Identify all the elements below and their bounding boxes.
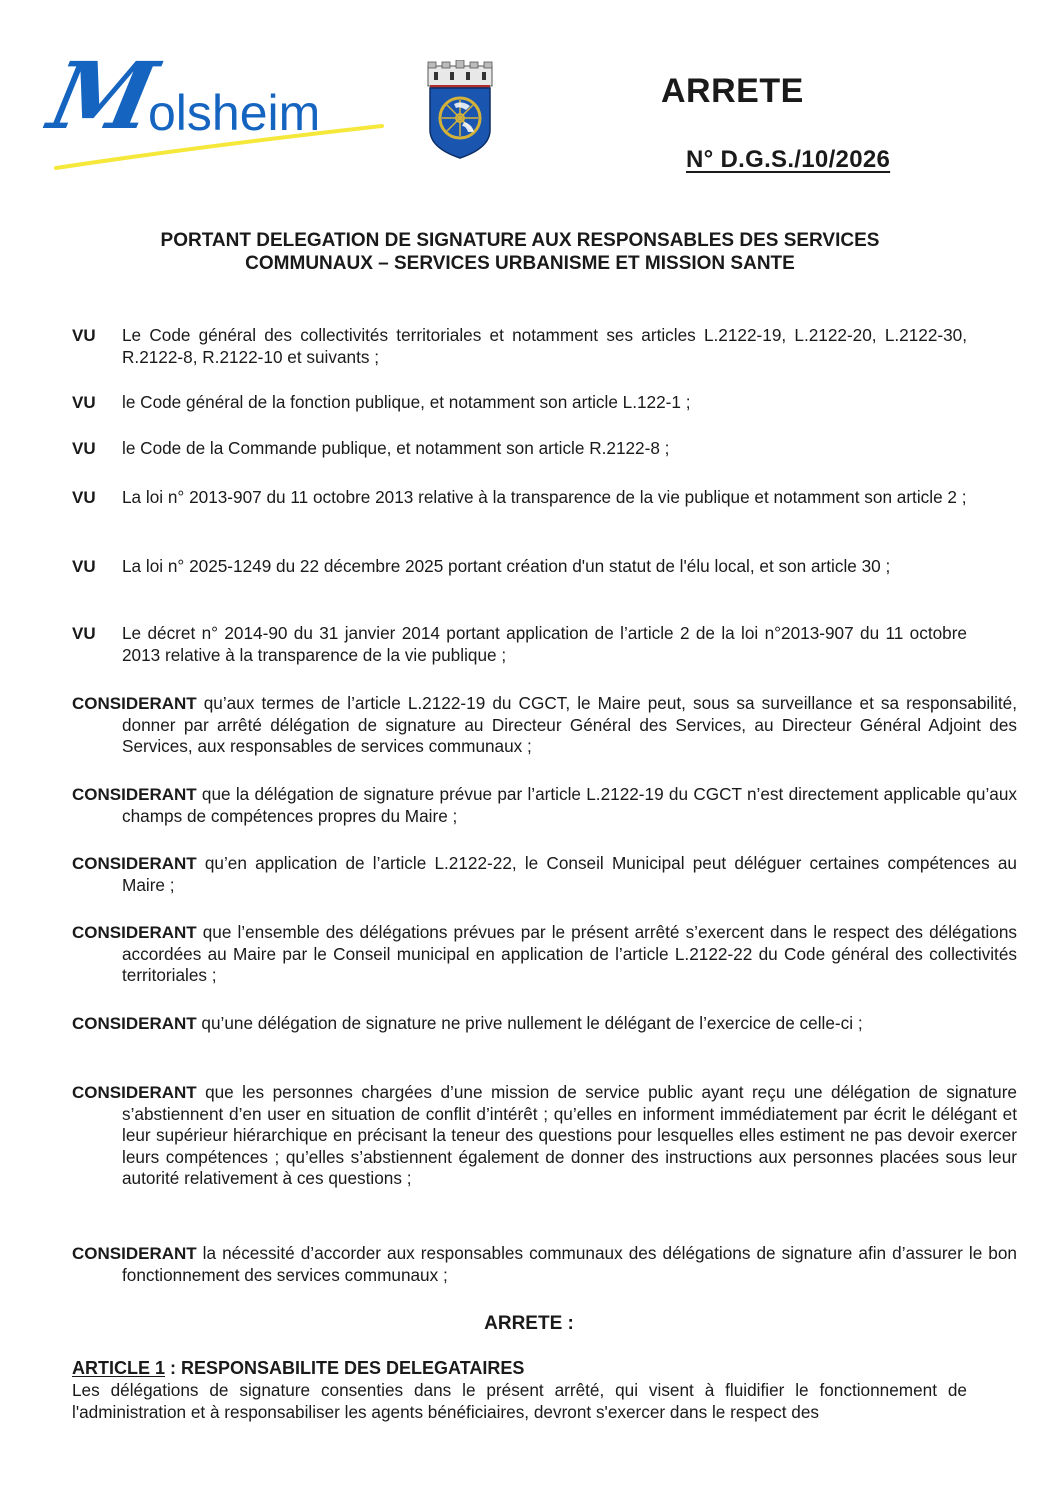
considerant-keyword: CONSIDERANT xyxy=(72,694,204,713)
visa-keyword: VU xyxy=(72,488,96,507)
article-1-text: Les délégations de signature consenties dans le présent arrêté, qui visent à fluidifier le fonctionnement de l'administration et à responsabiliser les agents bénéficiaires, devront s'exercer dans le respect des xyxy=(72,1380,967,1422)
considerant-keyword: CONSIDERANT xyxy=(72,1244,203,1263)
document-number: N° D.G.S./10/2026 xyxy=(686,146,891,173)
visa-text: Le Code général des collectivités territoriales et notamment ses articles L.2122-19, L.2122-20, L.2122-30, R.2122-8, R.2122-10 et suivants ; xyxy=(122,325,967,367)
considerant-text: qu’aux termes de l’article L.2122-19 du CGCT, le Maire peut, sous sa surveillance et sa responsabilité, donner par arrêté délégation de signature au Directeur Général des Services, au Directeur Général Adjoint des Services, aux responsables de services communaux ; xyxy=(122,693,1017,756)
visa-text: le Code de la Commande publique, et notamment son article R.2122-8 ; xyxy=(122,438,670,458)
document-subject xyxy=(60,229,980,275)
visa-item xyxy=(72,438,967,460)
visa-item xyxy=(72,325,967,368)
visa-item xyxy=(72,487,967,509)
logo-initial: M xyxy=(40,42,160,150)
considerant-keyword: CONSIDERANT xyxy=(72,923,203,942)
considerant-text: que les personnes chargées d’une mission de service public ayant reçu une délégation de signature s’abstiennent d’en user en situation de conflit d’intérêt ; qu’elles en informent immédiatement par écrit le délégant et leur supérieur hiérarchique en précisant la teneur des questions pour lesquelles elles estiment ne pas devoir exercer leurs compétences ; qu’elles s’abstiennent également de donner des instructions aux personnes placées sous leur autorité relativement à ces questions ; xyxy=(122,1082,1017,1188)
visa-text: Le décret n° 2014-90 du 31 janvier 2014 portant application de l’article 2 de la loi n°2013-907 du 11 octobre 2013 relative à la transparence de la vie publique ; xyxy=(122,623,967,665)
article-1-heading xyxy=(72,1358,524,1379)
visa-keyword: VU xyxy=(72,557,96,576)
logo-wordmark: olsheim xyxy=(148,85,321,141)
considerant-text: qu’une délégation de signature ne prive nullement le délégant de l’exercice de celle-ci ; xyxy=(201,1013,863,1033)
considerant-item xyxy=(72,853,1017,896)
considerant-text: la nécessité d’accorder aux responsables communaux des délégations de signature afin d’assurer le bon fonctionnement des services communaux ; xyxy=(122,1243,1017,1285)
visa-keyword: VU xyxy=(72,439,96,458)
subject-line-1: PORTANT DELEGATION DE SIGNATURE AUX RESPONSABLES DES SERVICES xyxy=(160,230,880,251)
considerant-keyword: CONSIDERANT xyxy=(72,1083,206,1102)
considerant-keyword: CONSIDERANT xyxy=(72,1014,202,1033)
considerant-text: que l’ensemble des délégations prévues par le présent arrêté s’exercent dans le respect des délégations accordées au Maire par le Conseil municipal en application de l’article L.2122-22 du Code général des collectivités territoriales ; xyxy=(122,922,1017,985)
visa-keyword: VU xyxy=(72,624,96,643)
visa-item xyxy=(72,556,967,578)
document-type-title: ARRETE xyxy=(661,72,804,110)
molsheim-coat-of-arms-icon xyxy=(420,60,500,160)
considerant-text: qu’en application de l’article L.2122-22, le Conseil Municipal peut déléguer certaines compétences au Maire ; xyxy=(122,853,1017,895)
visa-item xyxy=(72,392,967,414)
visa-text: La loi n° 2025-1249 du 22 décembre 2025 portant création d'un statut de l'élu local, et son article 30 ; xyxy=(122,556,891,576)
considerant-keyword: CONSIDERANT xyxy=(72,854,205,873)
considerant-item xyxy=(72,1243,1017,1286)
considerant-item xyxy=(72,1082,1017,1190)
visa-text: La loi n° 2013-907 du 11 octobre 2013 relative à la transparence de la vie publique et notamment son article 2 ; xyxy=(122,487,967,507)
article-1-title: : RESPONSABILITE DES DELEGATAIRES xyxy=(165,1358,525,1378)
visa-item xyxy=(72,623,967,666)
considerant-keyword: CONSIDERANT xyxy=(72,785,202,804)
considerant-item xyxy=(72,922,1017,987)
considerant-item xyxy=(72,784,1017,827)
visa-text: le Code général de la fonction publique, et notamment son article L.122-1 ; xyxy=(122,392,691,412)
considerant-item xyxy=(72,693,1017,758)
decision-heading: ARRETE : xyxy=(484,1313,574,1334)
subject-line-2: COMMUNAUX – SERVICES URBANISME ET MISSION SANTE xyxy=(245,253,795,274)
visa-keyword: VU xyxy=(72,393,96,412)
article-1-label: ARTICLE 1 xyxy=(72,1358,166,1378)
considerant-text: que la délégation de signature prévue par l’article L.2122-19 du CGCT n’est directement applicable qu’aux champs de compétences propres du Maire ; xyxy=(122,784,1017,826)
molsheim-logo xyxy=(40,42,452,180)
visa-keyword: VU xyxy=(72,326,96,345)
considerant-item xyxy=(72,1013,1017,1035)
